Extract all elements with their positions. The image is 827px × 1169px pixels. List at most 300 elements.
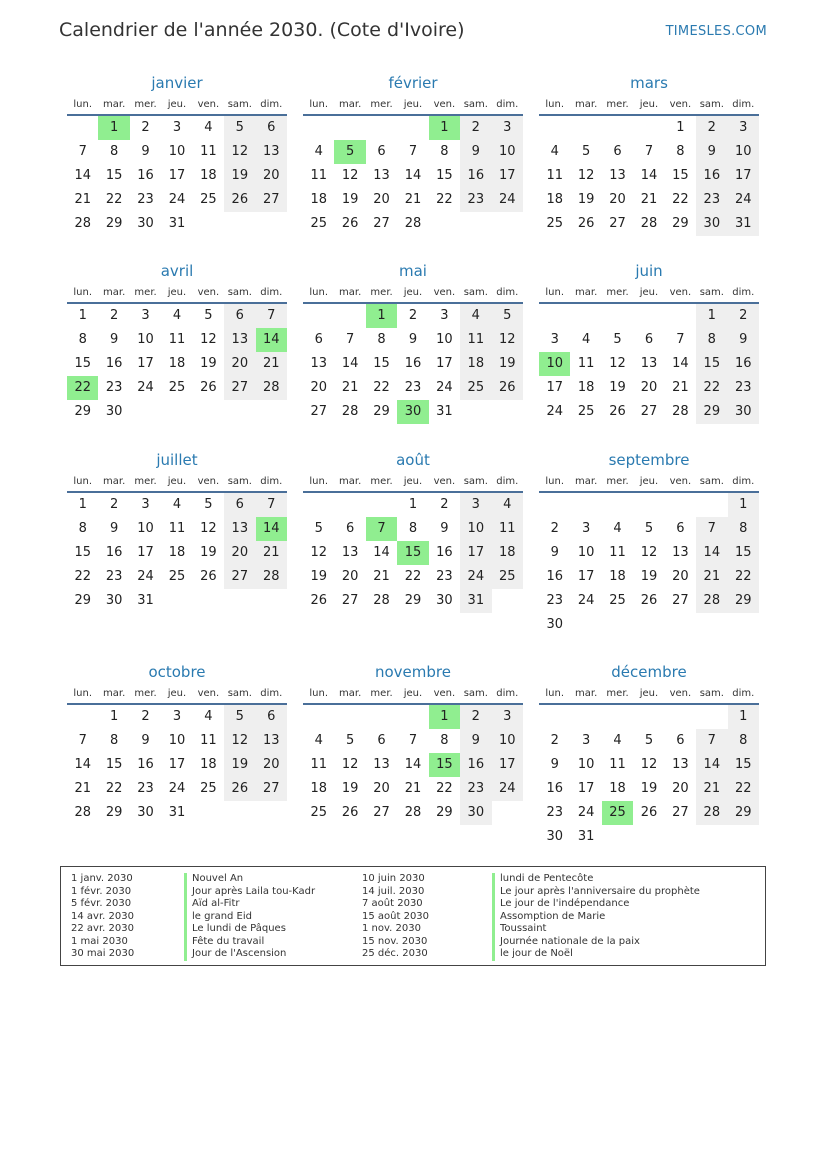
empty-cell xyxy=(130,400,161,424)
day-cell: 27 xyxy=(640,404,658,419)
day-cell: 12 xyxy=(640,545,658,560)
day-cell: 23 xyxy=(137,781,154,796)
weekday-label: ven. xyxy=(197,688,220,699)
day-cell: 31 xyxy=(168,216,186,231)
day-cell: 7 xyxy=(78,144,87,159)
week-row xyxy=(539,493,759,517)
day-cell: 5 xyxy=(224,116,255,140)
weekday-label: mar. xyxy=(339,99,362,110)
day-cell: 14 xyxy=(696,753,727,777)
week-row xyxy=(303,753,523,777)
day-cell: 14 xyxy=(404,168,422,183)
day-cell: 30 xyxy=(436,593,453,608)
day-cell: 13 xyxy=(373,757,390,772)
holiday-day-cell: 30 xyxy=(397,400,428,424)
day-cell: 11 xyxy=(200,733,217,748)
week-row xyxy=(67,328,287,352)
day-cell: 12 xyxy=(577,168,595,183)
day-cell: 5 xyxy=(581,144,591,159)
empty-cell xyxy=(256,589,287,613)
empty-cell xyxy=(366,705,397,729)
legend-names-left xyxy=(184,873,315,961)
day-cell: 31 xyxy=(137,593,154,608)
day-cell: 30 xyxy=(546,617,563,632)
holiday-day-cell: 15 xyxy=(397,541,428,565)
week-row xyxy=(67,352,287,376)
month-calendar xyxy=(67,450,287,613)
day-cell: 6 xyxy=(256,116,287,140)
empty-cell xyxy=(602,825,633,849)
day-cell: 4 xyxy=(613,521,622,536)
week-row xyxy=(67,493,287,517)
day-cell: 20 xyxy=(672,569,689,584)
day-cell: 13 xyxy=(609,168,626,183)
day-cell: 10 xyxy=(460,517,491,541)
day-cell: 2 xyxy=(460,705,491,729)
day-cell: 16 xyxy=(137,168,154,183)
empty-cell xyxy=(193,400,224,424)
day-cell: 10 xyxy=(168,144,186,159)
holiday-day-cell: 22 xyxy=(67,376,98,400)
legend-holiday-name: Assomption de Marie xyxy=(492,911,700,924)
weekday-header xyxy=(539,474,759,493)
day-cell: 29 xyxy=(105,805,123,820)
day-cell: 9 xyxy=(109,332,119,347)
weekday-label: dim. xyxy=(732,476,755,487)
day-cell: 16 xyxy=(460,164,491,188)
week-row xyxy=(539,777,759,801)
month-calendar xyxy=(539,261,759,424)
weekday-label: sam. xyxy=(463,99,488,110)
legend-holiday-name: Aïd al-Fitr xyxy=(184,898,315,911)
day-cell: 28 xyxy=(373,593,390,608)
day-cell: 13 xyxy=(640,356,658,371)
weekday-label: mer. xyxy=(606,476,629,487)
weekday-label: sam. xyxy=(699,99,724,110)
empty-cell xyxy=(193,801,224,825)
empty-cell xyxy=(492,212,523,236)
day-cell: 15 xyxy=(728,753,759,777)
day-cell: 15 xyxy=(105,168,123,183)
day-cell: 10 xyxy=(137,332,154,347)
day-cell: 26 xyxy=(577,216,595,231)
week-row xyxy=(303,589,523,613)
weekday-label: mar. xyxy=(575,476,598,487)
week-row xyxy=(539,801,759,825)
empty-cell xyxy=(303,705,334,729)
empty-cell xyxy=(460,400,491,424)
day-cell: 12 xyxy=(224,729,255,753)
day-cell: 27 xyxy=(341,593,359,608)
weekday-label: sam. xyxy=(227,99,252,110)
day-cell: 16 xyxy=(460,753,491,777)
day-cell: 26 xyxy=(224,188,255,212)
empty-cell xyxy=(397,705,428,729)
weekday-label: sam. xyxy=(699,287,724,298)
month-calendar xyxy=(67,261,287,424)
day-cell: 25 xyxy=(310,805,327,820)
month-name: juin xyxy=(635,262,663,280)
day-cell: 26 xyxy=(200,569,217,584)
month-name: avril xyxy=(160,262,194,280)
day-cell: 12 xyxy=(609,356,626,371)
day-cell: 10 xyxy=(168,733,186,748)
day-cell: 6 xyxy=(256,705,287,729)
legend-date: 7 août 2030 xyxy=(362,898,423,909)
month-name: mars xyxy=(630,74,668,92)
day-cell: 1 xyxy=(728,705,759,729)
weekday-label: lun. xyxy=(73,287,93,298)
day-cell: 19 xyxy=(341,781,359,796)
day-cell: 1 xyxy=(408,497,418,512)
day-cell: 12 xyxy=(492,328,523,352)
day-cell: 17 xyxy=(168,757,186,772)
weekday-label: sam. xyxy=(227,688,252,699)
legend-holiday-name: Le lundi de Pâques xyxy=(184,923,315,936)
weekday-label: ven. xyxy=(669,688,692,699)
day-cell: 23 xyxy=(404,380,422,395)
day-cell: 12 xyxy=(640,757,658,772)
day-cell: 19 xyxy=(577,192,595,207)
day-cell: 20 xyxy=(224,541,255,565)
day-cell: 7 xyxy=(408,733,418,748)
weekday-label: mer. xyxy=(370,99,393,110)
empty-cell xyxy=(633,705,664,729)
day-cell: 12 xyxy=(224,140,255,164)
day-cell: 28 xyxy=(640,216,658,231)
weekday-label: dim. xyxy=(732,688,755,699)
weekday-label: jeu. xyxy=(167,476,187,487)
empty-cell xyxy=(728,613,759,637)
weekday-header xyxy=(539,686,759,705)
day-cell: 10 xyxy=(492,729,523,753)
day-cell: 26 xyxy=(310,593,327,608)
empty-cell xyxy=(602,705,633,729)
month-calendar xyxy=(67,73,287,236)
day-cell: 21 xyxy=(341,380,359,395)
weekday-label: lun. xyxy=(73,688,93,699)
empty-cell xyxy=(570,613,601,637)
day-cell: 21 xyxy=(696,565,727,589)
day-cell: 28 xyxy=(341,404,359,419)
empty-cell xyxy=(303,116,334,140)
legend-holiday-name: Le jour après l'anniversaire du prophète xyxy=(492,886,700,899)
holiday-legend xyxy=(60,866,766,966)
day-cell: 29 xyxy=(404,593,422,608)
day-cell: 27 xyxy=(672,593,689,608)
day-cell: 2 xyxy=(109,497,119,512)
day-cell: 6 xyxy=(377,144,386,159)
day-cell: 29 xyxy=(696,400,727,424)
day-cell: 27 xyxy=(609,216,626,231)
day-cell: 27 xyxy=(373,805,390,820)
month-calendar xyxy=(303,662,523,825)
month-calendar xyxy=(539,73,759,236)
day-cell: 25 xyxy=(577,404,595,419)
week-row xyxy=(67,116,287,140)
day-cell: 23 xyxy=(105,569,123,584)
day-cell: 21 xyxy=(672,380,689,395)
day-cell: 29 xyxy=(728,801,759,825)
day-cell: 8 xyxy=(109,144,119,159)
day-cell: 19 xyxy=(200,545,217,560)
empty-cell xyxy=(665,493,696,517)
day-cell: 4 xyxy=(314,733,323,748)
day-cell: 21 xyxy=(373,569,390,584)
day-cell: 24 xyxy=(137,380,154,395)
week-row xyxy=(539,400,759,424)
empty-cell xyxy=(633,825,664,849)
empty-cell xyxy=(492,589,523,613)
day-cell: 8 xyxy=(676,144,685,159)
day-cell: 13 xyxy=(256,729,287,753)
legend-date: 22 avr. 2030 xyxy=(71,923,134,934)
holiday-day-cell: 7 xyxy=(366,517,397,541)
day-cell: 6 xyxy=(224,304,255,328)
weekday-label: jeu. xyxy=(639,688,659,699)
day-cell: 3 xyxy=(550,332,559,347)
weekday-label: jeu. xyxy=(403,476,423,487)
holiday-day-cell: 15 xyxy=(429,753,460,777)
empty-cell xyxy=(366,493,397,517)
day-cell: 6 xyxy=(224,493,255,517)
day-cell: 27 xyxy=(224,376,255,400)
empty-cell xyxy=(256,801,287,825)
month-calendar xyxy=(539,662,759,849)
day-cell: 18 xyxy=(577,380,595,395)
day-cell: 5 xyxy=(613,332,622,347)
holiday-day-cell: 1 xyxy=(98,116,129,140)
day-cell: 9 xyxy=(728,328,759,352)
week-row xyxy=(67,777,287,801)
day-cell: 17 xyxy=(436,356,453,371)
day-cell: 10 xyxy=(577,757,595,772)
empty-cell xyxy=(633,304,664,328)
week-row xyxy=(539,212,759,236)
day-cell: 7 xyxy=(644,144,654,159)
day-cell: 5 xyxy=(314,521,323,536)
day-cell: 9 xyxy=(141,144,150,159)
week-row xyxy=(539,188,759,212)
day-cell: 18 xyxy=(310,192,327,207)
day-cell: 8 xyxy=(696,328,727,352)
weekday-label: mar. xyxy=(103,476,126,487)
weekday-label: sam. xyxy=(699,476,724,487)
day-cell: 4 xyxy=(550,144,559,159)
day-cell: 1 xyxy=(78,308,87,323)
empty-cell xyxy=(665,304,696,328)
week-row xyxy=(303,565,523,589)
day-cell: 31 xyxy=(436,404,453,419)
empty-cell xyxy=(633,613,664,637)
day-cell: 17 xyxy=(137,356,154,371)
weekday-header xyxy=(303,97,523,116)
day-cell: 3 xyxy=(440,308,449,323)
holiday-day-cell: 10 xyxy=(539,352,570,376)
day-cell: 7 xyxy=(345,332,355,347)
empty-cell xyxy=(334,304,365,328)
empty-cell xyxy=(366,116,397,140)
day-cell: 9 xyxy=(550,757,559,772)
day-cell: 18 xyxy=(168,356,186,371)
empty-cell xyxy=(492,400,523,424)
holiday-day-cell: 14 xyxy=(256,328,287,352)
day-cell: 9 xyxy=(460,729,491,753)
weekday-label: mar. xyxy=(575,688,598,699)
day-cell: 17 xyxy=(168,168,186,183)
day-cell: 3 xyxy=(728,116,759,140)
day-cell: 15 xyxy=(105,757,123,772)
day-cell: 25 xyxy=(200,781,217,796)
legend-holiday-name: le grand Eid xyxy=(184,911,315,924)
empty-cell xyxy=(67,116,98,140)
day-cell: 11 xyxy=(460,328,491,352)
month-name: mai xyxy=(399,262,427,280)
weekday-label: mer. xyxy=(370,476,393,487)
empty-cell xyxy=(696,493,727,517)
empty-cell xyxy=(570,705,601,729)
day-cell: 30 xyxy=(137,805,154,820)
day-cell: 3 xyxy=(492,116,523,140)
empty-cell xyxy=(224,589,255,613)
day-cell: 19 xyxy=(492,352,523,376)
legend-date: 15 nov. 2030 xyxy=(362,935,428,947)
day-cell: 13 xyxy=(256,140,287,164)
empty-cell xyxy=(67,705,98,729)
weekday-label: mer. xyxy=(134,99,157,110)
day-cell: 14 xyxy=(672,356,689,371)
day-cell: 13 xyxy=(672,757,689,772)
day-cell: 29 xyxy=(436,805,453,820)
month-calendar xyxy=(303,450,523,613)
day-cell: 1 xyxy=(78,497,87,512)
week-row xyxy=(67,541,287,565)
weekday-label: ven. xyxy=(669,287,692,298)
weekday-label: mar. xyxy=(339,688,362,699)
day-cell: 26 xyxy=(341,216,359,231)
day-cell: 16 xyxy=(728,352,759,376)
weekday-label: dim. xyxy=(496,476,519,487)
day-cell: 25 xyxy=(168,380,186,395)
day-cell: 4 xyxy=(460,304,491,328)
week-row xyxy=(539,705,759,729)
weekday-label: mar. xyxy=(575,287,598,298)
day-cell: 16 xyxy=(105,356,123,371)
day-cell: 24 xyxy=(137,569,154,584)
weekday-label: lun. xyxy=(73,99,93,110)
weekday-label: jeu. xyxy=(403,688,423,699)
day-cell: 28 xyxy=(404,805,422,820)
day-cell: 29 xyxy=(74,593,91,608)
day-cell: 12 xyxy=(310,545,327,560)
weekday-label: mar. xyxy=(103,99,126,110)
day-cell: 5 xyxy=(204,497,213,512)
day-cell: 17 xyxy=(492,164,523,188)
day-cell: 21 xyxy=(256,541,287,565)
month-calendar xyxy=(303,73,523,236)
day-cell: 20 xyxy=(256,164,287,188)
day-cell: 31 xyxy=(460,589,491,613)
day-cell: 13 xyxy=(341,545,359,560)
site-link[interactable]: TIMESLES.COM xyxy=(665,24,767,39)
week-row xyxy=(303,140,523,164)
day-cell: 22 xyxy=(105,781,123,796)
day-cell: 21 xyxy=(404,192,422,207)
week-row xyxy=(539,753,759,777)
weekday-label: ven. xyxy=(669,99,692,110)
day-cell: 14 xyxy=(74,168,91,183)
weekday-label: lun. xyxy=(545,476,565,487)
weekday-header xyxy=(303,285,523,304)
legend-date: 5 févr. 2030 xyxy=(71,898,132,909)
day-cell: 16 xyxy=(436,545,453,560)
day-cell: 18 xyxy=(609,569,626,584)
day-cell: 31 xyxy=(577,829,595,844)
day-cell: 8 xyxy=(78,521,87,536)
empty-cell xyxy=(539,304,570,328)
holiday-day-cell: 1 xyxy=(366,304,397,328)
week-row xyxy=(303,188,523,212)
legend-holiday-name: le jour de Noël xyxy=(492,948,700,961)
day-cell: 17 xyxy=(460,541,491,565)
day-cell: 14 xyxy=(74,757,91,772)
week-row xyxy=(539,352,759,376)
holiday-day-cell: 5 xyxy=(334,140,365,164)
empty-cell xyxy=(303,304,334,328)
weekday-label: ven. xyxy=(433,99,456,110)
day-cell: 1 xyxy=(728,493,759,517)
day-cell: 28 xyxy=(404,216,422,231)
day-cell: 17 xyxy=(728,164,759,188)
day-cell: 15 xyxy=(74,356,91,371)
weekday-label: dim. xyxy=(260,688,283,699)
legend-holiday-name: Nouvel An xyxy=(184,873,315,886)
day-cell: 23 xyxy=(105,380,123,395)
day-cell: 18 xyxy=(168,545,186,560)
week-row xyxy=(539,565,759,589)
week-row xyxy=(303,352,523,376)
week-row xyxy=(67,376,287,400)
day-cell: 2 xyxy=(550,521,559,536)
weekday-label: mar. xyxy=(103,688,126,699)
day-cell: 4 xyxy=(314,144,323,159)
day-cell: 3 xyxy=(172,120,182,135)
day-cell: 17 xyxy=(546,380,563,395)
day-cell: 7 xyxy=(696,729,727,753)
day-cell: 29 xyxy=(728,589,759,613)
legend-date: 25 déc. 2030 xyxy=(362,948,428,959)
day-cell: 29 xyxy=(105,216,123,231)
day-cell: 9 xyxy=(550,545,559,560)
weekday-header xyxy=(303,686,523,705)
weekday-label: jeu. xyxy=(639,476,659,487)
day-cell: 2 xyxy=(696,116,727,140)
day-cell: 25 xyxy=(546,216,563,231)
week-row xyxy=(67,164,287,188)
weekday-header xyxy=(67,97,287,116)
week-row xyxy=(303,729,523,753)
day-cell: 13 xyxy=(224,517,255,541)
day-cell: 20 xyxy=(672,781,689,796)
day-cell: 30 xyxy=(105,593,123,608)
day-cell: 5 xyxy=(644,521,654,536)
day-cell: 7 xyxy=(676,332,685,347)
empty-cell xyxy=(696,613,727,637)
day-cell: 11 xyxy=(310,168,327,183)
day-cell: 24 xyxy=(460,565,491,589)
day-cell: 4 xyxy=(613,733,622,748)
weekday-header xyxy=(303,474,523,493)
